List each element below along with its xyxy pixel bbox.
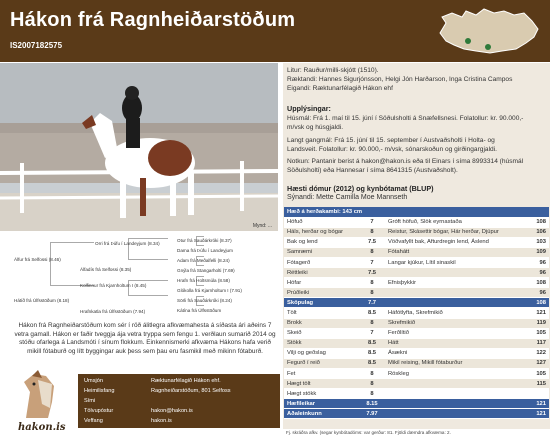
table-row xyxy=(284,237,549,247)
blup-value: 115 xyxy=(523,379,549,389)
table-row xyxy=(284,318,549,328)
blup-value: 121 xyxy=(523,308,549,318)
judging-heading: Hæsti dómur (2012) og kynbótamat (BLUP) xyxy=(287,184,434,193)
horse-photo xyxy=(0,63,278,231)
score-note: Mikil reising, Mikill fótaburður xyxy=(385,358,523,368)
score-value: 8 xyxy=(359,247,385,257)
blup-value: 108 xyxy=(523,217,549,227)
table-row xyxy=(284,399,549,409)
pedigree-name: Dama frá Þúfu í Landeyjum xyxy=(177,248,233,253)
score-note: Langar kjúkur, Lítil sinaskil xyxy=(385,257,523,267)
pedigree-name: Orri frá Þúfu í Landeyjum (8.34) xyxy=(95,241,160,246)
hakon-logo xyxy=(8,368,70,434)
section-blup: 121 xyxy=(523,409,549,419)
table-row xyxy=(284,379,549,389)
judge-line: Sýnandi: Mette Camilla Moe Mannseth xyxy=(287,194,408,201)
score-label: Höfuð xyxy=(284,217,359,227)
contact-value: Ræktunarfélagið Hákon ehf. xyxy=(151,378,221,384)
score-value: 7 xyxy=(359,257,385,267)
section-label: Aðaleinkunn xyxy=(284,409,359,419)
blup-value: 105 xyxy=(523,328,549,338)
score-note: Vöðvafyllt bak, Afturdregin lend, Áslend xyxy=(385,237,523,247)
score-note: Hátt xyxy=(385,338,523,348)
blup-value: 103 xyxy=(523,237,549,247)
section-value: 7.7 xyxy=(359,298,385,308)
table-row xyxy=(284,207,549,217)
score-note: Efnisþykkir xyxy=(385,278,523,288)
table-row xyxy=(284,268,549,278)
logo-text: hakon.is xyxy=(18,422,66,433)
pedigree-name: Otur frá Sauðárkróki (8.37) xyxy=(177,238,232,243)
score-label: Tölt xyxy=(284,308,359,318)
score-value: 8.5 xyxy=(359,338,385,348)
pedigree-name: Kátína frá Úlfsstöðum xyxy=(177,308,222,313)
contact-label: Tölvupóstur xyxy=(84,408,114,414)
score-label: Hófar xyxy=(284,278,359,288)
blup-value: 105 xyxy=(523,369,549,379)
info-line: m/vsk og húsgjaldi. xyxy=(287,124,344,131)
breeder-line: Ræktandi: Hannes Sigurjónsson, Helgi Jón Harðarson, Inga Cristina Campos xyxy=(287,76,513,83)
info-line: Notkun: Pantanir berist á hakon@hakon.is eða til Einars í síma 8993314 (húsmál xyxy=(287,158,524,165)
score-note: Reistur, Skásettir bógar, Hár herðar, Djúpur xyxy=(385,227,523,237)
contact-label: Heimilisfang xyxy=(84,388,115,394)
blup-value: 108 xyxy=(523,278,549,288)
score-note xyxy=(385,288,523,298)
score-value: 8.5 xyxy=(359,308,385,318)
table-row xyxy=(284,308,549,318)
score-value: 8 xyxy=(359,288,385,298)
table-row xyxy=(284,247,549,257)
score-label: Vilji og geðslag xyxy=(284,348,359,358)
pedigree-name: Gnýla frá Stangarholti (7.69) xyxy=(177,268,235,273)
score-note: Fótahátt xyxy=(385,247,523,257)
table-row xyxy=(284,288,549,298)
score-value: 8 xyxy=(359,369,385,379)
pedigree-name: Adam frá Meðalfelli (8.24) xyxy=(177,258,230,263)
table-row xyxy=(284,278,549,288)
empty-cell xyxy=(385,298,523,308)
contact-label: Veffang xyxy=(84,418,103,424)
blup-value: 96 xyxy=(523,288,549,298)
blup-value: 117 xyxy=(523,338,549,348)
contact-label: Sími xyxy=(84,398,96,404)
pedigree-name: Hrafnkatla frá Úlfsstöðum (7.94) xyxy=(80,309,146,314)
score-value: 8 xyxy=(359,278,385,288)
score-label: Prúðleiki xyxy=(284,288,359,298)
score-value: 8 xyxy=(359,227,385,237)
iceland-map-icon xyxy=(432,5,544,57)
empty-cell xyxy=(385,409,523,419)
score-note: Gróft höfuð, Slök eyrnastaða xyxy=(385,217,523,227)
pedigree-name: Sörli frá Sauðárkróki (8.24) xyxy=(177,298,232,303)
blup-value: 106 xyxy=(523,227,549,237)
info-line: Langt gangmál: Frá 15. júní til 15. september í Austvaðsholti í Holta- og xyxy=(287,137,495,144)
table-row xyxy=(284,217,549,227)
section-blup: 108 xyxy=(523,298,549,308)
score-note xyxy=(385,379,523,389)
contact-label: Umsjón xyxy=(84,378,103,384)
table-row xyxy=(284,328,549,338)
score-label: Fet xyxy=(284,369,359,379)
contact-box xyxy=(78,374,280,428)
blup-value xyxy=(523,389,549,399)
blup-value: 96 xyxy=(523,268,549,278)
score-value: 8 xyxy=(359,389,385,399)
score-label: Hægt tölt xyxy=(284,379,359,389)
blup-value: 119 xyxy=(523,318,549,328)
email-link[interactable]: hakon@hakon.is xyxy=(151,408,193,414)
registration-number: IS2007182575 xyxy=(10,41,63,50)
blup-value: 127 xyxy=(523,358,549,368)
pedigree-bracket xyxy=(50,242,94,286)
score-value: 7.5 xyxy=(359,268,385,278)
table-row xyxy=(284,369,549,379)
section-label: Sköpulag xyxy=(284,298,359,308)
blup-value: 122 xyxy=(523,348,549,358)
color-line: Litur: Rauður/milli-skjótt (1510). xyxy=(287,67,379,74)
table-row xyxy=(284,298,549,308)
score-note xyxy=(385,389,523,399)
section-label: Hæfileikar xyxy=(284,399,359,409)
page-title: Hákon frá Ragnheiðarstöðum xyxy=(10,9,296,31)
website-link[interactable]: hakon.is xyxy=(151,418,172,424)
table-row xyxy=(284,338,549,348)
score-label: Hægt stökk xyxy=(284,389,359,399)
score-note: Ferðlítið xyxy=(385,328,523,338)
section-blup: 121 xyxy=(523,399,549,409)
score-label: Skeið xyxy=(284,328,359,338)
table-row xyxy=(284,348,549,358)
score-value: 8 xyxy=(359,318,385,328)
horse-description: Hákon frá Ragnheiðarstöðum kom sér í röð álitlegra afkvæmahesta á síðasta ári aðeins 7 vetra gamall. Hákon er faðir tveggja ája vetra tryppa sem fengu 1. verðlaun sumarið 2014 og stóðu ofarlega á Landsmóti í sínum flokkum. Einkennismerki afkvæma Hákons hafa verið mikill fótaburð og lítt byggingar auk þess sem þau eru fasmikil með mikinn fótaburð. xyxy=(14,322,276,356)
score-note: Háfótlyfta, Skrefmikið xyxy=(385,308,523,318)
contact-value: Ragnheiðarstöðum, 801 Selfoss xyxy=(151,388,231,394)
info-line: Söðulsholti) eða Hannesar í síma 8641315 (Austvaðsholt). xyxy=(287,167,458,174)
score-label: Stökk xyxy=(284,338,359,348)
score-note: Skrefmikið xyxy=(385,318,523,328)
height-label: Hæð á herðakambi: 143 cm xyxy=(284,207,549,217)
info-line: Landsveit. Folatollur: kr. 90.000,- m/vsk, sónarskoðun og girðingargjaldi. xyxy=(287,146,498,153)
score-note xyxy=(385,268,523,278)
scores-table xyxy=(284,207,549,419)
table-row xyxy=(284,257,549,267)
upplysingar-heading: Upplýsingar: xyxy=(287,104,331,113)
score-label: Samræmi xyxy=(284,247,359,257)
pedigree-tree xyxy=(0,234,280,318)
table-footnote: Fj. skráðra afkv. (segar kynbótadóms: var gerður: 81. Fjöldi dæmdra afkvæma: 2. xyxy=(286,430,451,435)
blup-value: 96 xyxy=(523,257,549,267)
score-note: Ásækni xyxy=(385,348,523,358)
pedigree-name: Hrafn frá Holtsmúla (8.58) xyxy=(177,278,230,283)
score-label: Fegurð í reið xyxy=(284,358,359,368)
page-header xyxy=(0,0,550,62)
score-value: 8 xyxy=(359,379,385,389)
score-value: 7.5 xyxy=(359,237,385,247)
score-value: 8.5 xyxy=(359,348,385,358)
score-value: 8.5 xyxy=(359,358,385,368)
score-label: Bak og lend xyxy=(284,237,359,247)
pedigree-name: Glókolla frá Kjarnholtum I (7.91) xyxy=(177,288,242,293)
score-label: Fótagerð xyxy=(284,257,359,267)
owner-line: Eigandi: Ræktunarfélagið Hákon ehf xyxy=(287,85,393,92)
dam-name: Hátíð frá Úlfsstöðum (8.18) xyxy=(14,298,70,303)
score-label: Réttleiki xyxy=(284,268,359,278)
empty-cell xyxy=(385,399,523,409)
section-value: 8.15 xyxy=(359,399,385,409)
horse-logo-icon xyxy=(8,368,70,422)
table-row xyxy=(284,389,549,399)
section-value: 7.97 xyxy=(359,409,385,419)
photo-credit: Mynd: ... xyxy=(252,223,272,229)
score-value: 7 xyxy=(359,217,385,227)
table-row xyxy=(284,409,549,419)
table-row xyxy=(284,358,549,368)
table-row xyxy=(284,227,549,237)
info-line: Húsmál: Frá 1. maí til 15. júní í Söðulsholti á Snæfellsnesi. Folatollur: kr. 90.000,- xyxy=(287,115,524,122)
score-value: 7 xyxy=(359,328,385,338)
score-note: Röskleg xyxy=(385,369,523,379)
score-label: Brokk xyxy=(284,318,359,328)
sire-name: Álfur frá Selfossi (8.46) xyxy=(14,257,61,262)
blup-value: 109 xyxy=(523,247,549,257)
pedigree-name: Álfadís frá Selfossi (8.35) xyxy=(80,267,132,272)
pedigree-name: Kolfinnur frá Kjarnholtum I (8.45) xyxy=(80,283,147,288)
score-label: Háls, herðar og bógar xyxy=(284,227,359,237)
